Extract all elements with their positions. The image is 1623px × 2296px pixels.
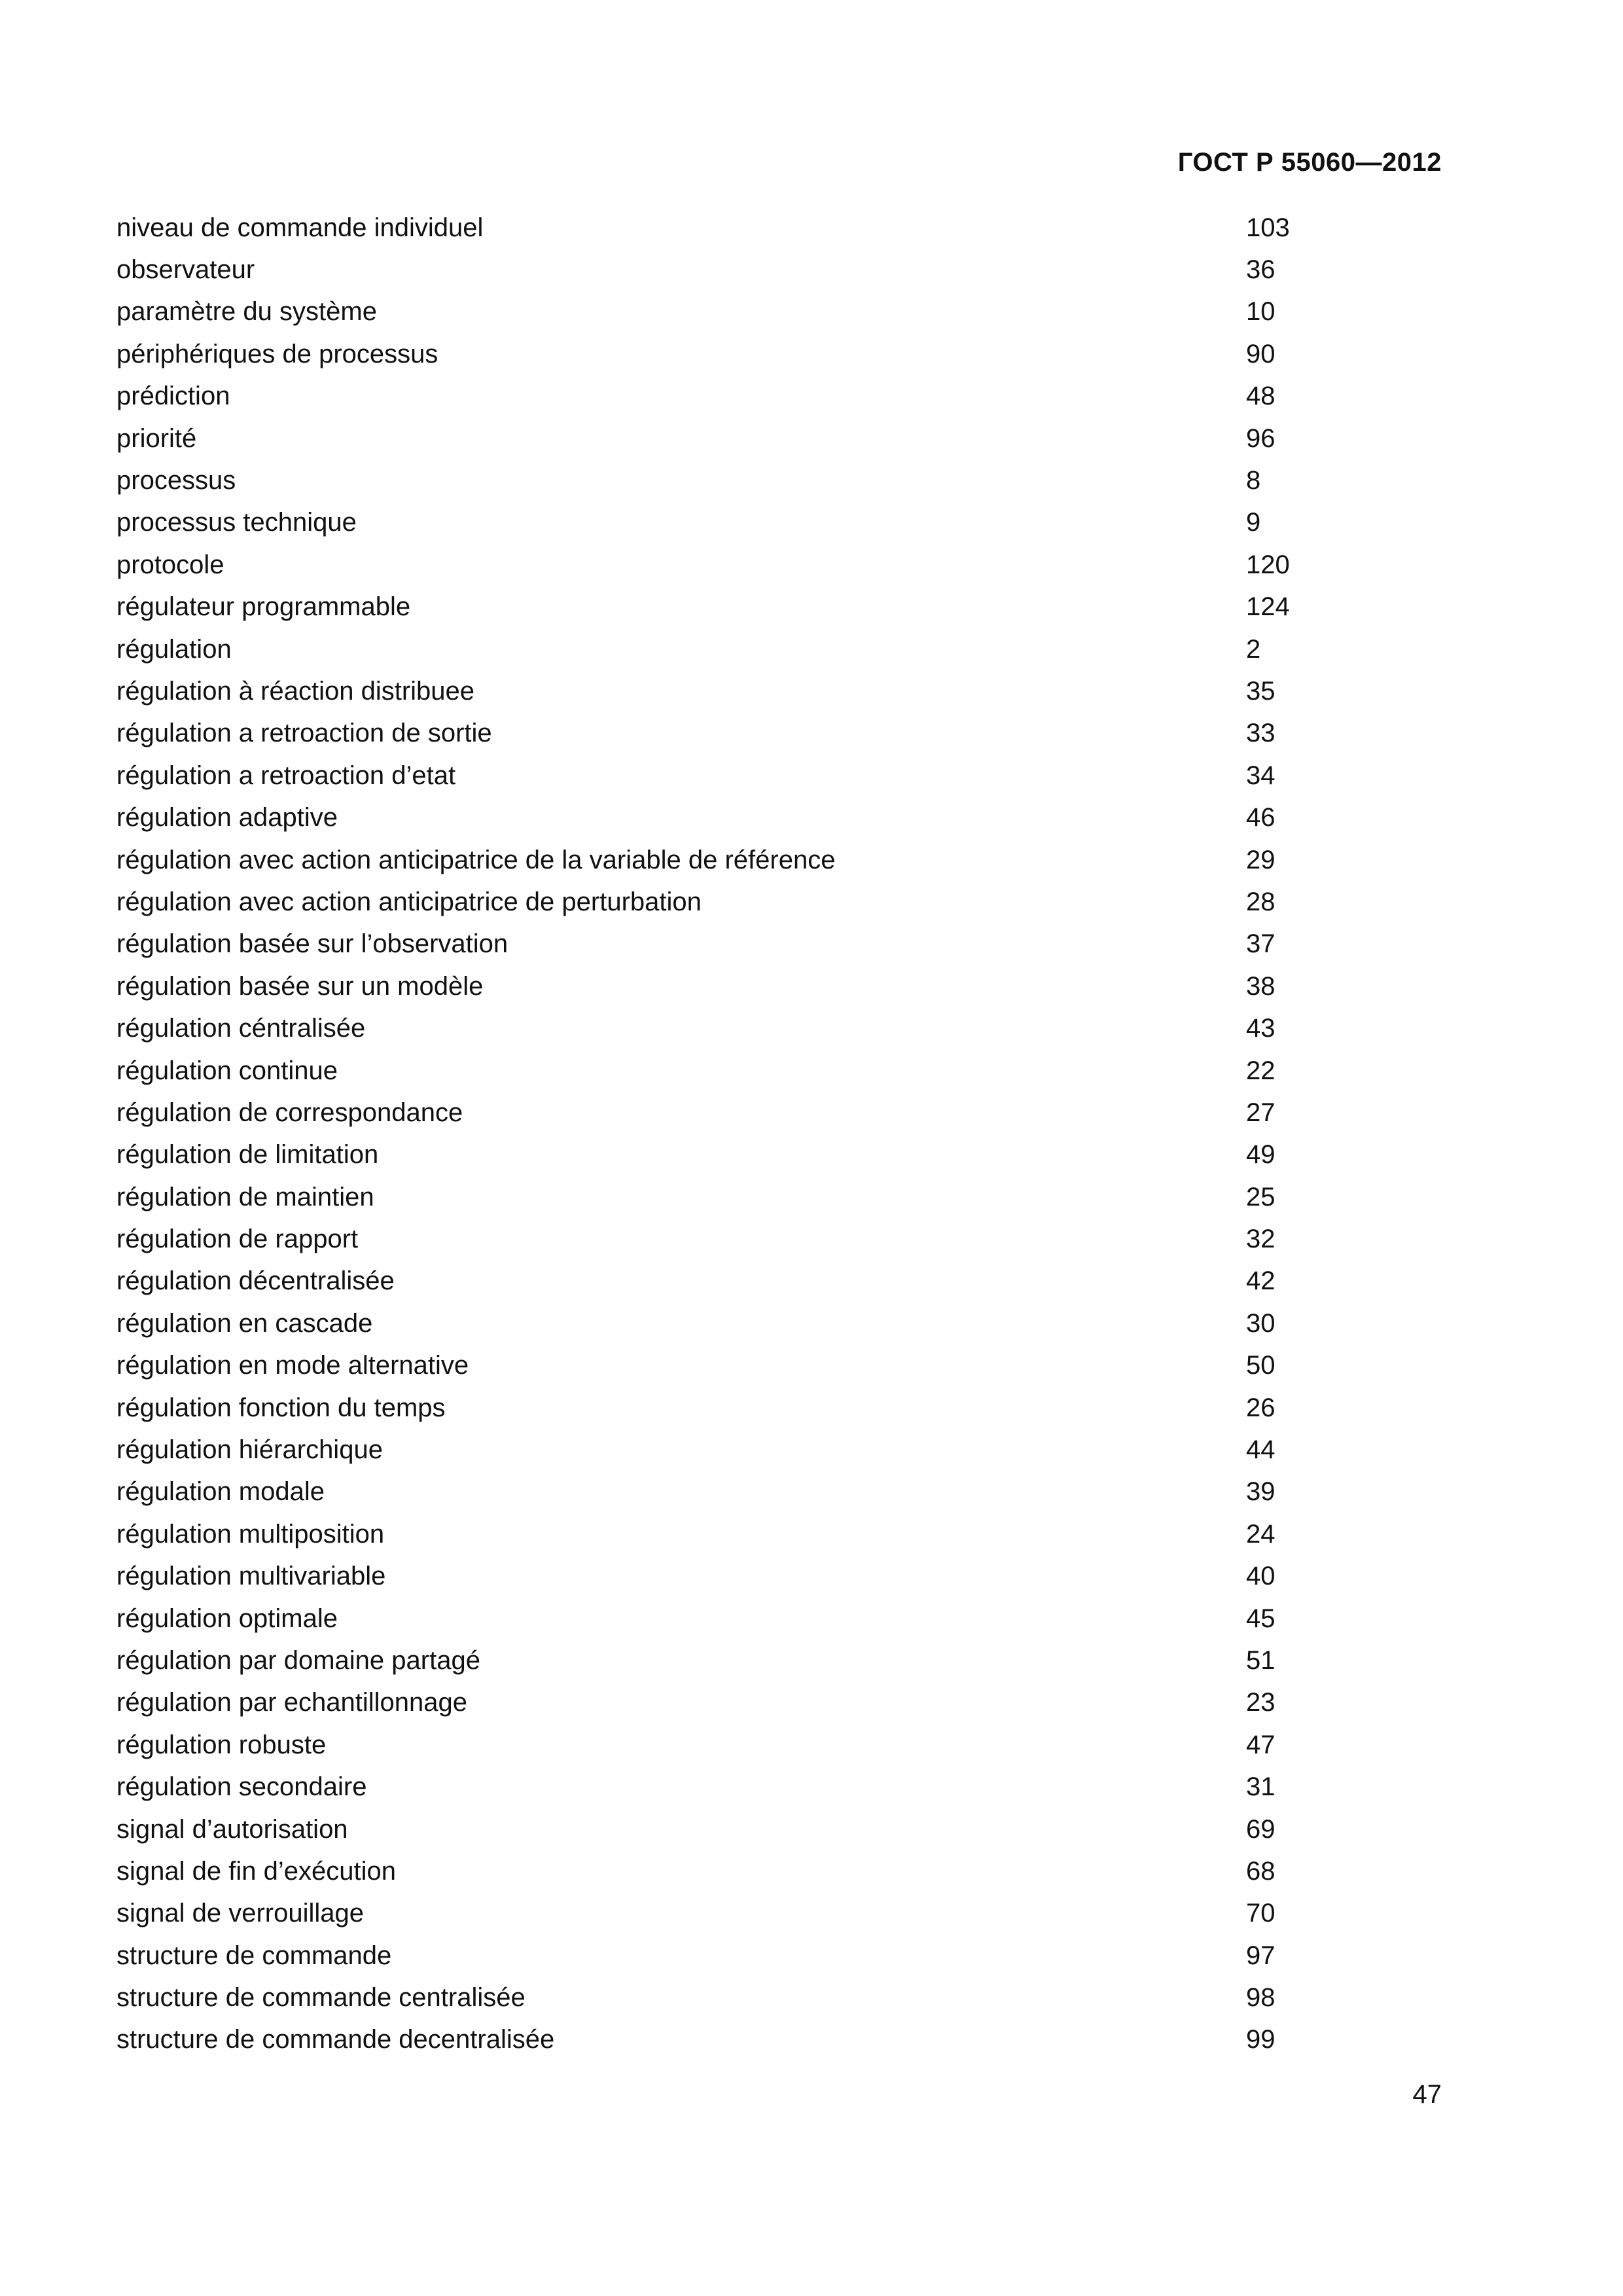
index-term: structure de commande centralisée [116,1983,526,2013]
index-term-number: 50 [1246,1351,1275,1380]
index-term-number: 37 [1246,929,1275,959]
index-entry [116,1429,1360,1471]
index-term: régulation avec action anticipatrice de perturbation [116,887,702,916]
index-entry [116,1808,1360,1850]
index-entry [116,586,1360,628]
index-term: régulateur programmable [116,592,411,622]
index-entry [116,1007,1360,1049]
index-entry [116,1050,1360,1092]
index-term-number: 29 [1246,845,1275,874]
index-term-number: 40 [1246,1562,1275,1591]
index-entry [116,376,1360,418]
index-term: régulation céntralisée [116,1014,366,1043]
index-entry [116,544,1360,586]
index-term-number: 32 [1246,1225,1275,1254]
index-term: observateur [116,255,255,285]
index-term-number: 49 [1246,1140,1275,1170]
index-entry [116,459,1360,501]
index-term: périphériques de processus [116,339,438,368]
index-term-number: 25 [1246,1182,1275,1211]
index-entry [116,924,1360,965]
index-entry [116,755,1360,797]
index-term: régulation a retroaction de sortie [116,719,492,748]
index-term: régulation par echantillonnage [116,1688,467,1717]
index-entry [116,713,1360,755]
index-entry [116,1682,1360,1724]
index-term: régulation adaptive [116,803,338,833]
index-term-number: 28 [1246,887,1275,916]
index-term-number: 90 [1246,339,1275,368]
index-entry [116,670,1360,712]
page-number: 47 [1412,2080,1442,2109]
index-term: régulation par domaine partagé [116,1645,480,1675]
index-term: régulation hiérarchique [116,1435,383,1465]
index-term: régulation fonction du temps [116,1393,446,1422]
index-term-number: 96 [1246,423,1275,453]
index-term: régulation multiposition [116,1519,385,1549]
index-entry [116,291,1360,333]
index-term-number: 33 [1246,719,1275,748]
index-entry [116,1640,1360,1681]
index-entry [116,1935,1360,1977]
index-term-number: 30 [1246,1308,1275,1338]
index-term-number: 44 [1246,1435,1275,1465]
index-entry [116,1513,1360,1555]
index-entry [116,1302,1360,1344]
index-term: structure de commande decentralisée [116,2025,555,2054]
index-term-number: 47 [1246,1730,1275,1759]
index-term-number: 68 [1246,1856,1275,1886]
index-term-number: 45 [1246,1604,1275,1633]
index-term: régulation continue [116,1056,338,1085]
index-term: processus technique [116,508,357,537]
index-term-number: 27 [1246,1098,1275,1127]
index-term: régulation avec action anticipatrice de la variable de référence [116,845,836,874]
index-entry [116,418,1360,459]
index-term-number: 23 [1246,1688,1275,1717]
index-term: signal de verrouillage [116,1899,365,1928]
index-entry [116,628,1360,670]
index-term: régulation de rapport [116,1225,359,1254]
index-term-number: 46 [1246,803,1275,833]
index-term-number: 43 [1246,1014,1275,1043]
index-term: régulation a retroaction d’etat [116,761,456,790]
index-term-number: 9 [1246,508,1261,537]
index-term-number: 99 [1246,2025,1275,2054]
index-entry [116,1218,1360,1260]
index-term-number: 38 [1246,971,1275,1001]
index-term-number: 2 [1246,634,1261,664]
index-entry [116,965,1360,1007]
index-term-number: 70 [1246,1899,1275,1928]
index-term: processus [116,466,236,495]
index-entry [116,1092,1360,1134]
index-term-number: 124 [1246,592,1290,622]
index-entry [116,1387,1360,1429]
index-entry [116,2019,1360,2061]
index-entry [116,1977,1360,2018]
index-term: signal d’autorisation [116,1814,348,1844]
index-term: protocole [116,550,224,579]
index-term-number: 24 [1246,1519,1275,1549]
index-term: structure de commande [116,1941,392,1970]
index-term-number: 48 [1246,382,1275,411]
index-term: régulation à réaction distribuee [116,676,475,706]
index-term-number: 36 [1246,255,1275,285]
index-entry [116,1556,1360,1598]
index-term-number: 42 [1246,1266,1275,1296]
index-entry [116,1598,1360,1640]
index-term-number: 22 [1246,1056,1275,1085]
index-entry [116,1850,1360,1892]
index-entry [116,1471,1360,1513]
index-term: régulation [116,634,232,664]
index-term: régulation basée sur un modèle [116,971,484,1001]
index-term: signal de fin d’exécution [116,1856,396,1886]
index-term-number: 98 [1246,1983,1275,2013]
index-term-number: 26 [1246,1393,1275,1422]
index-entry [116,1766,1360,1808]
index-entry [116,881,1360,923]
index-term: régulation de limitation [116,1140,379,1170]
index-term: prédiction [116,382,230,411]
index-term-number: 8 [1246,466,1261,495]
index-term: régulation multivariable [116,1562,386,1591]
index-term: régulation robuste [116,1730,327,1759]
alphabetical-index [116,207,1360,2061]
index-term-number: 103 [1246,213,1290,242]
index-term-number: 120 [1246,550,1290,579]
index-entry [116,1134,1360,1176]
index-term-number: 51 [1246,1645,1275,1675]
index-entry [116,1724,1360,1766]
index-entry [116,207,1360,249]
index-term: régulation basée sur l’observation [116,929,508,959]
index-term: régulation décentralisée [116,1266,395,1296]
index-term: paramètre du système [116,297,377,327]
index-term: régulation de correspondance [116,1098,463,1127]
index-entry [116,1345,1360,1387]
index-term: régulation optimale [116,1604,338,1633]
index-term: régulation modale [116,1477,325,1507]
index-term: régulation en mode alternative [116,1351,469,1380]
index-term: régulation de maintien [116,1182,374,1211]
index-term: niveau de commande individuel [116,213,484,242]
index-term-number: 10 [1246,297,1275,327]
index-entry [116,839,1360,881]
index-term-number: 35 [1246,676,1275,706]
index-term-number: 39 [1246,1477,1275,1507]
index-term: régulation secondaire [116,1772,367,1802]
index-term: régulation en cascade [116,1308,373,1338]
index-term-number: 97 [1246,1941,1275,1970]
document-standard-id: ГОСТ Р 55060—2012 [1177,148,1442,177]
index-entry [116,1261,1360,1302]
index-term-number: 34 [1246,761,1275,790]
index-entry [116,502,1360,544]
index-entry [116,333,1360,375]
index-entry [116,797,1360,838]
index-term-number: 31 [1246,1772,1275,1802]
index-entry [116,1176,1360,1218]
index-entry [116,1893,1360,1935]
index-entry [116,249,1360,291]
index-term-number: 69 [1246,1814,1275,1844]
index-term: priorité [116,423,197,453]
